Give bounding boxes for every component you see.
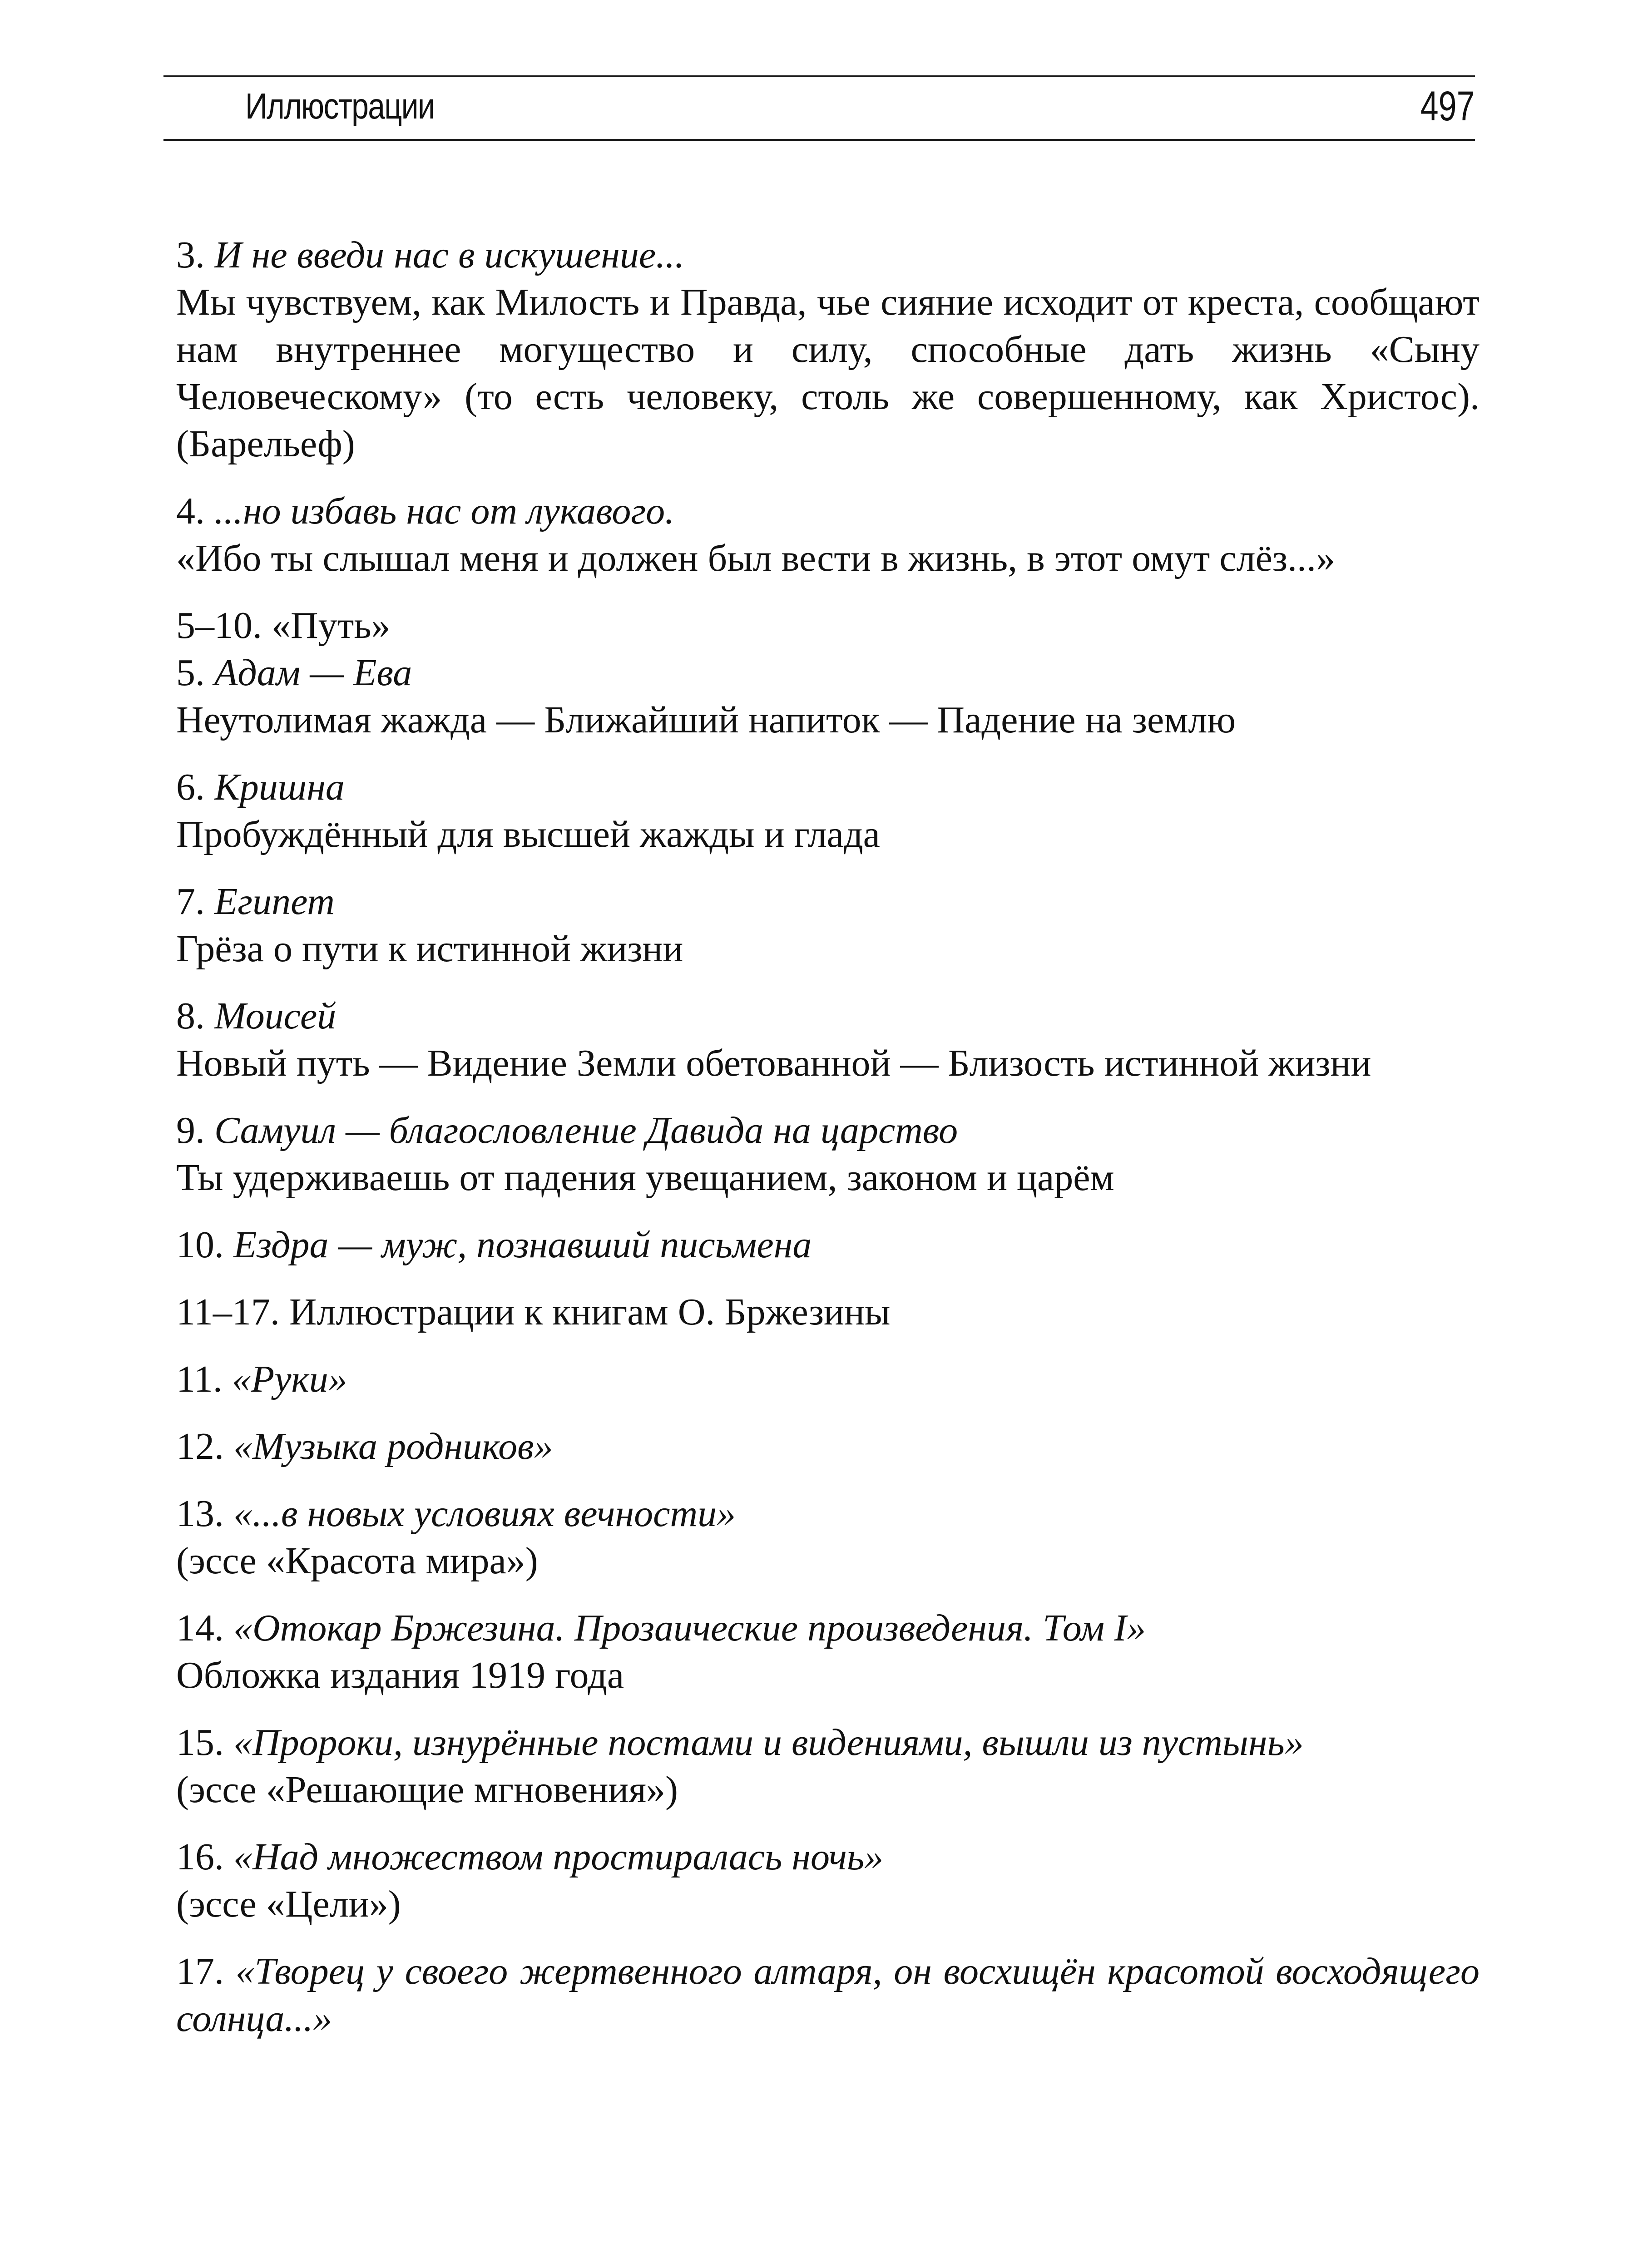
entry-number: 5. [176, 652, 205, 694]
entry-number: 13. [176, 1492, 224, 1535]
entry-title: «Музыка родников» [233, 1425, 553, 1468]
entry-10 [176, 1221, 1480, 1269]
running-header: Иллюстрации [245, 86, 435, 126]
entry-heading [176, 1221, 1480, 1269]
entry-number: 6. [176, 766, 205, 808]
entry-number: 15. [176, 1721, 224, 1764]
entry-description: Пробуждённый для высшей жажды и глада [176, 813, 880, 855]
entry-heading [176, 993, 1480, 1040]
entry-description: (эссе «Красота мира») [176, 1540, 538, 1582]
entry-description: Мы чувствуем, как Милость и Правда, чье сияние исходит от креста, сообщают нам внутреннее могущество и силу, способные дать жизнь «Сыну Человеческому» (то есть человеку, столь же совершенному, как Христос). (Барельеф) [176, 281, 1489, 465]
entry-title: «Отокар Бржезина. Прозаические произведения. Том I» [233, 1607, 1146, 1649]
entry-description: (эссе «Цели») [176, 1883, 401, 1925]
entry-heading [176, 878, 1480, 925]
entry-description: Ты удерживаешь от падения увещанием, законом и царём [176, 1156, 1114, 1199]
entry-title: Адам — Ева [214, 652, 412, 694]
entry-title: Ездра — муж, познавший письмена [233, 1224, 812, 1266]
entry-8 [176, 993, 1480, 1087]
entry-heading [176, 1605, 1480, 1652]
entry-description: Новый путь — Видение Земли обетованной — Близость истинной жизни [176, 1042, 1371, 1084]
entry-heading [176, 1833, 1480, 1881]
entry-title: Моисей [214, 995, 337, 1037]
entry-title: И не введи нас в искушение... [214, 234, 685, 276]
illustration-list [176, 232, 1489, 2062]
entry-14 [176, 1605, 1480, 1699]
entry-5 [176, 602, 1480, 744]
entry-13 [176, 1490, 1480, 1585]
entry-11-17-range [176, 1289, 1480, 1336]
section-range-heading: 5–10. «Путь» [176, 604, 391, 647]
entry-number: 11. [176, 1358, 223, 1400]
entry-description: Обложка издания 1919 года [176, 1654, 624, 1696]
entry-9 [176, 1107, 1480, 1201]
entry-16 [176, 1833, 1480, 1928]
entry-heading [176, 1423, 1480, 1470]
entry-title: «Руки» [232, 1358, 347, 1400]
entry-heading [176, 1107, 1480, 1154]
entry-heading [176, 232, 1480, 279]
entry-description: Грёза о пути к истинной жизни [176, 928, 683, 970]
section-range-heading: 11–17. Иллюстрации к книгам О. Бржезины [176, 1291, 891, 1333]
entry-title: «Пророки, изнурённые постами и видениями, вышли из пустынь» [233, 1721, 1304, 1764]
entry-7 [176, 878, 1480, 973]
entry-number: 14. [176, 1607, 224, 1649]
page-number: 497 [1420, 83, 1475, 129]
entry-3 [176, 232, 1489, 468]
entry-number: 10. [176, 1224, 224, 1266]
entry-heading [176, 764, 1480, 811]
header-rule-bottom [163, 139, 1475, 141]
entry-number: 16. [176, 1836, 224, 1878]
entry-heading [176, 1719, 1480, 1766]
entry-title: «Над множеством простиралась ночь» [233, 1836, 884, 1878]
entry-heading [176, 649, 1480, 697]
entry-heading [176, 1356, 1480, 1403]
entry-title: Кришна [214, 766, 345, 808]
entry-title: Египет [214, 880, 335, 923]
entry-title: «Творец у своего жертвенного алтаря, он восхищён красотой восходящего солнца...» [176, 1950, 1489, 2040]
entry-heading [176, 1948, 1489, 2042]
entry-description: Неутолимая жажда — Ближайший напиток — Падение на землю [176, 699, 1236, 741]
entry-title: «...в новых условиях вечности» [233, 1492, 736, 1535]
entry-6 [176, 764, 1480, 858]
entry-4 [176, 488, 1480, 582]
entry-number: 4. [176, 490, 205, 532]
entry-number: 17. [176, 1950, 224, 1992]
entry-17 [176, 1948, 1489, 2042]
entry-heading [176, 488, 1480, 535]
entry-12 [176, 1423, 1480, 1470]
entry-number: 9. [176, 1109, 205, 1151]
entry-title: Самуил — благословление Давида на царство [214, 1109, 958, 1151]
entry-number: 7. [176, 880, 205, 923]
entry-title: ...но избавь нас от лукавого. [214, 490, 675, 532]
entry-description: (эссе «Решающие мгновения») [176, 1769, 678, 1811]
entry-15 [176, 1719, 1480, 1813]
entry-number: 12. [176, 1425, 224, 1468]
entry-11 [176, 1356, 1480, 1403]
entry-description: «Ибо ты слышал меня и должен был вести в жизнь, в этот омут слёз...» [176, 537, 1336, 579]
entry-number: 3. [176, 234, 205, 276]
header-rule-top [163, 75, 1475, 77]
entry-number: 8. [176, 995, 205, 1037]
entry-heading [176, 1490, 1480, 1537]
